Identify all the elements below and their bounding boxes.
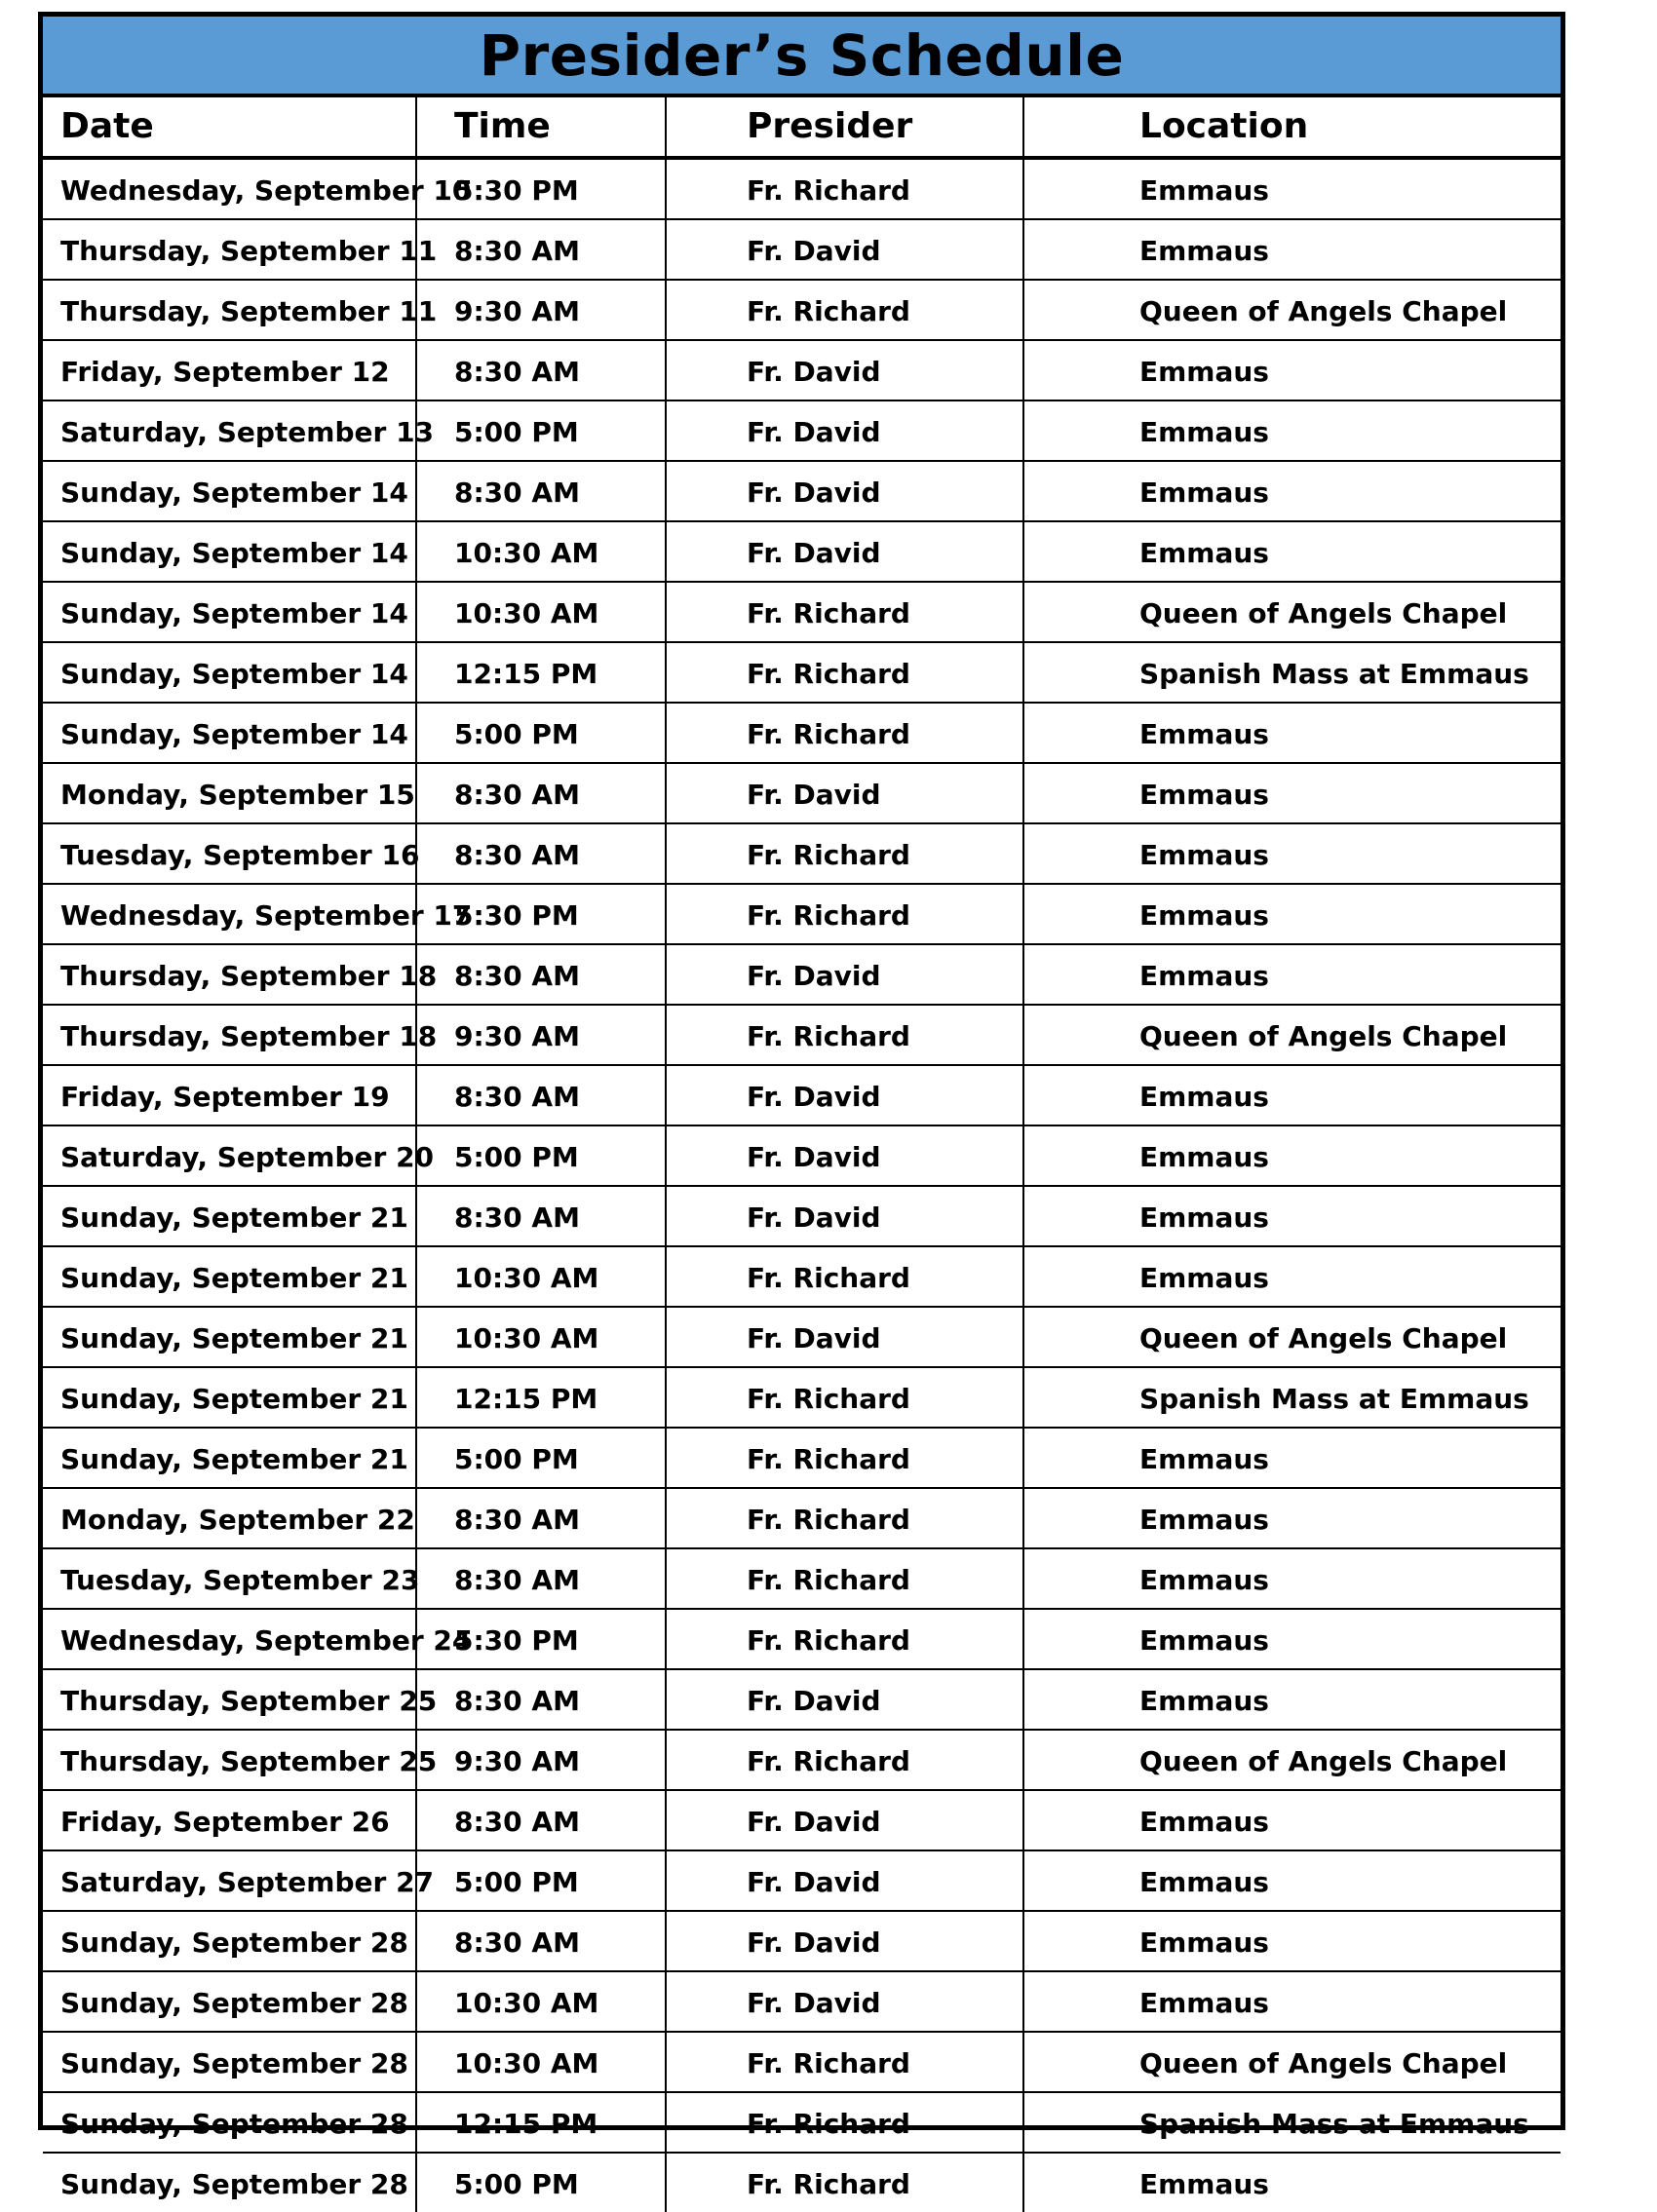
- cell-date: Thursday, September 18: [43, 944, 416, 1005]
- cell-location: Spanish Mass at Emmaus: [1023, 642, 1561, 703]
- cell-presider: Fr. Richard: [666, 2032, 1023, 2092]
- table-row: [43, 280, 1561, 340]
- cell-presider: Fr. David: [666, 944, 1023, 1005]
- cell-location: Emmaus: [1023, 1850, 1561, 1911]
- table-row: [43, 642, 1561, 703]
- cell-date: Sunday, September 14: [43, 642, 416, 703]
- cell-time: 10:30 AM: [416, 582, 666, 642]
- cell-presider: Fr. David: [666, 1971, 1023, 2032]
- table-row: [43, 1850, 1561, 1911]
- cell-location: Queen of Angels Chapel: [1023, 280, 1561, 340]
- cell-location: Queen of Angels Chapel: [1023, 582, 1561, 642]
- cell-date: Wednesday, September 24: [43, 1609, 416, 1669]
- cell-presider: Fr. Richard: [666, 582, 1023, 642]
- cell-time: 5:30 PM: [416, 1609, 666, 1669]
- cell-presider: Fr. Richard: [666, 642, 1023, 703]
- cell-presider: Fr. David: [666, 219, 1023, 280]
- title-bar: [43, 17, 1561, 97]
- cell-date: Sunday, September 21: [43, 1367, 416, 1428]
- cell-presider: Fr. Richard: [666, 823, 1023, 884]
- cell-location: Emmaus: [1023, 461, 1561, 521]
- table-row: [43, 763, 1561, 823]
- cell-presider: Fr. David: [666, 521, 1023, 582]
- cell-location: Queen of Angels Chapel: [1023, 1307, 1561, 1367]
- table-row: [43, 2092, 1561, 2153]
- table-row: [43, 1005, 1561, 1065]
- table-row: [43, 1609, 1561, 1669]
- column-header-presider: Presider: [666, 97, 1023, 158]
- cell-location: Emmaus: [1023, 1488, 1561, 1548]
- cell-location: Emmaus: [1023, 1548, 1561, 1609]
- cell-date: Sunday, September 21: [43, 1428, 416, 1488]
- cell-location: Emmaus: [1023, 158, 1561, 219]
- table-row: [43, 823, 1561, 884]
- cell-location: Emmaus: [1023, 1125, 1561, 1186]
- table-row: [43, 703, 1561, 763]
- cell-date: Thursday, September 25: [43, 1669, 416, 1730]
- table-row: [43, 1065, 1561, 1125]
- column-header-date: Date: [43, 97, 416, 158]
- cell-time: 8:30 AM: [416, 823, 666, 884]
- cell-location: Emmaus: [1023, 521, 1561, 582]
- cell-date: Monday, September 15: [43, 763, 416, 823]
- cell-location: Emmaus: [1023, 1911, 1561, 1971]
- cell-date: Sunday, September 14: [43, 703, 416, 763]
- cell-time: 8:30 AM: [416, 219, 666, 280]
- cell-presider: Fr. David: [666, 1125, 1023, 1186]
- cell-date: Sunday, September 28: [43, 2153, 416, 2212]
- cell-time: 8:30 AM: [416, 1548, 666, 1609]
- cell-presider: Fr. Richard: [666, 1488, 1023, 1548]
- cell-presider: Fr. Richard: [666, 1730, 1023, 1790]
- cell-presider: Fr. David: [666, 461, 1023, 521]
- cell-time: 9:30 AM: [416, 1005, 666, 1065]
- cell-presider: Fr. Richard: [666, 703, 1023, 763]
- cell-presider: Fr. Richard: [666, 280, 1023, 340]
- cell-location: Emmaus: [1023, 1065, 1561, 1125]
- cell-time: 5:00 PM: [416, 1428, 666, 1488]
- cell-location: Queen of Angels Chapel: [1023, 1730, 1561, 1790]
- cell-time: 12:15 PM: [416, 2092, 666, 2153]
- cell-time: 8:30 AM: [416, 1911, 666, 1971]
- cell-time: 5:00 PM: [416, 703, 666, 763]
- cell-time: 8:30 AM: [416, 1669, 666, 1730]
- cell-presider: Fr. David: [666, 1850, 1023, 1911]
- table-row: [43, 400, 1561, 461]
- cell-location: Emmaus: [1023, 884, 1561, 944]
- cell-location: Emmaus: [1023, 1246, 1561, 1307]
- cell-presider: Fr. Richard: [666, 1428, 1023, 1488]
- cell-location: Spanish Mass at Emmaus: [1023, 1367, 1561, 1428]
- column-header-time: Time: [416, 97, 666, 158]
- cell-location: Emmaus: [1023, 400, 1561, 461]
- cell-time: 8:30 AM: [416, 1186, 666, 1246]
- schedule-body: [43, 158, 1561, 2212]
- cell-time: 9:30 AM: [416, 1730, 666, 1790]
- cell-presider: Fr. Richard: [666, 1246, 1023, 1307]
- cell-date: Monday, September 22: [43, 1488, 416, 1548]
- schedule-table: [43, 97, 1561, 2212]
- table-row: [43, 1488, 1561, 1548]
- cell-location: Emmaus: [1023, 340, 1561, 400]
- cell-time: 8:30 AM: [416, 1790, 666, 1850]
- cell-location: Emmaus: [1023, 1609, 1561, 1669]
- cell-time: 8:30 AM: [416, 763, 666, 823]
- cell-date: Saturday, September 20: [43, 1125, 416, 1186]
- cell-date: Sunday, September 21: [43, 1186, 416, 1246]
- cell-date: Sunday, September 28: [43, 1911, 416, 1971]
- cell-date: Saturday, September 27: [43, 1850, 416, 1911]
- cell-time: 10:30 AM: [416, 1971, 666, 2032]
- cell-presider: Fr. Richard: [666, 2153, 1023, 2212]
- cell-time: 9:30 AM: [416, 280, 666, 340]
- header-row: [43, 97, 1561, 158]
- cell-location: Emmaus: [1023, 823, 1561, 884]
- cell-presider: Fr. David: [666, 763, 1023, 823]
- cell-time: 10:30 AM: [416, 1246, 666, 1307]
- cell-date: Thursday, September 11: [43, 219, 416, 280]
- cell-presider: Fr. David: [666, 340, 1023, 400]
- cell-presider: Fr. Richard: [666, 1548, 1023, 1609]
- cell-time: 10:30 AM: [416, 1307, 666, 1367]
- column-header-location: Location: [1023, 97, 1561, 158]
- cell-location: Emmaus: [1023, 1186, 1561, 1246]
- cell-presider: Fr. Richard: [666, 1367, 1023, 1428]
- cell-date: Saturday, September 13: [43, 400, 416, 461]
- cell-location: Emmaus: [1023, 944, 1561, 1005]
- table-row: [43, 1971, 1561, 2032]
- page-title: Presider’s Schedule: [479, 21, 1125, 89]
- cell-location: Emmaus: [1023, 219, 1561, 280]
- table-row: [43, 461, 1561, 521]
- cell-presider: Fr. David: [666, 1065, 1023, 1125]
- cell-time: 5:30 PM: [416, 884, 666, 944]
- table-row: [43, 1307, 1561, 1367]
- cell-presider: Fr. David: [666, 1307, 1023, 1367]
- table-row: [43, 1125, 1561, 1186]
- cell-time: 12:15 PM: [416, 1367, 666, 1428]
- table-row: [43, 521, 1561, 582]
- cell-location: Emmaus: [1023, 703, 1561, 763]
- table-row: [43, 1911, 1561, 1971]
- cell-time: 5:00 PM: [416, 1125, 666, 1186]
- table-row: [43, 340, 1561, 400]
- cell-time: 8:30 AM: [416, 340, 666, 400]
- cell-presider: Fr. Richard: [666, 884, 1023, 944]
- cell-time: 8:30 AM: [416, 1065, 666, 1125]
- cell-location: Emmaus: [1023, 763, 1561, 823]
- cell-location: Emmaus: [1139, 2167, 1269, 2200]
- cell-date: Friday, September 26: [43, 1790, 416, 1850]
- cell-location: Spanish Mass at Emmaus: [1023, 2092, 1561, 2153]
- cell-date: Sunday, September 14: [43, 461, 416, 521]
- table-row: [43, 1790, 1561, 1850]
- cell-date: Sunday, September 14: [43, 582, 416, 642]
- cell-date: Tuesday, September 16: [43, 823, 416, 884]
- table-row: [43, 2032, 1561, 2092]
- cell-presider: Fr. Richard: [666, 1005, 1023, 1065]
- cell-date: Wednesday, September 10: [43, 158, 416, 219]
- cell-date: Sunday, September 14: [43, 521, 416, 582]
- cell-presider: Fr. David: [666, 400, 1023, 461]
- cell-time: 5:00 PM: [416, 1850, 666, 1911]
- table-row: [43, 582, 1561, 642]
- table-row: [43, 1367, 1561, 1428]
- table-row: [43, 1669, 1561, 1730]
- table-row: [43, 1246, 1561, 1307]
- cell-location: Queen of Angels Chapel: [1023, 1005, 1561, 1065]
- cell-time: 12:15 PM: [416, 642, 666, 703]
- table-row: [43, 1548, 1561, 1609]
- cell-date: Thursday, September 11: [43, 280, 416, 340]
- cell-presider: Fr. Richard: [666, 2092, 1023, 2153]
- table-row: [43, 884, 1561, 944]
- cell-date: Sunday, September 28: [43, 2092, 416, 2153]
- table-row: [43, 1186, 1561, 1246]
- cell-presider: Fr. David: [666, 1790, 1023, 1850]
- cell-presider: Fr. David: [666, 1669, 1023, 1730]
- cell-time: 5:30 PM: [416, 158, 666, 219]
- cell-presider: Fr. Richard: [666, 1609, 1023, 1669]
- cell-date: Tuesday, September 23: [43, 1548, 416, 1609]
- table-row: [43, 1428, 1561, 1488]
- cell-presider: Fr. David: [666, 1186, 1023, 1246]
- cell-date: Thursday, September 25: [43, 1730, 416, 1790]
- cell-date: Sunday, September 28: [43, 2032, 416, 2092]
- cell-date: Sunday, September 21: [43, 1307, 416, 1367]
- cell-location: Emmaus: [1023, 1790, 1561, 1850]
- schedule-sheet: [38, 12, 1565, 2200]
- table-row: [43, 219, 1561, 280]
- cell-location: Emmaus: [1023, 1971, 1561, 2032]
- cell-date: Thursday, September 18: [43, 1005, 416, 1065]
- cell-date: Friday, September 19: [43, 1065, 416, 1125]
- cell-location: Emmaus: [1023, 1428, 1561, 1488]
- cell-location: Emmaus: [1023, 1669, 1561, 1730]
- cell-presider: Fr. Richard: [666, 158, 1023, 219]
- cell-time: 5:00 PM: [416, 2153, 666, 2212]
- cell-date: Sunday, September 21: [43, 1246, 416, 1307]
- cell-time: 8:30 AM: [416, 944, 666, 1005]
- cell-time: 10:30 AM: [416, 521, 666, 582]
- cell-time: 8:30 AM: [416, 461, 666, 521]
- cell-time: 8:30 AM: [416, 1488, 666, 1548]
- table-row: [43, 944, 1561, 1005]
- cell-date: Wednesday, September 17: [43, 884, 416, 944]
- cell-location: Queen of Angels Chapel: [1023, 2032, 1561, 2092]
- cell-date: Sunday, September 28: [43, 1971, 416, 2032]
- cell-time: 5:00 PM: [416, 400, 666, 461]
- cell-date: Friday, September 12: [43, 340, 416, 400]
- cell-presider: Fr. David: [666, 1911, 1023, 1971]
- table-row: [43, 1730, 1561, 1790]
- table-row: [43, 158, 1561, 219]
- table-row: [43, 2153, 1561, 2212]
- cell-time: 10:30 AM: [416, 2032, 666, 2092]
